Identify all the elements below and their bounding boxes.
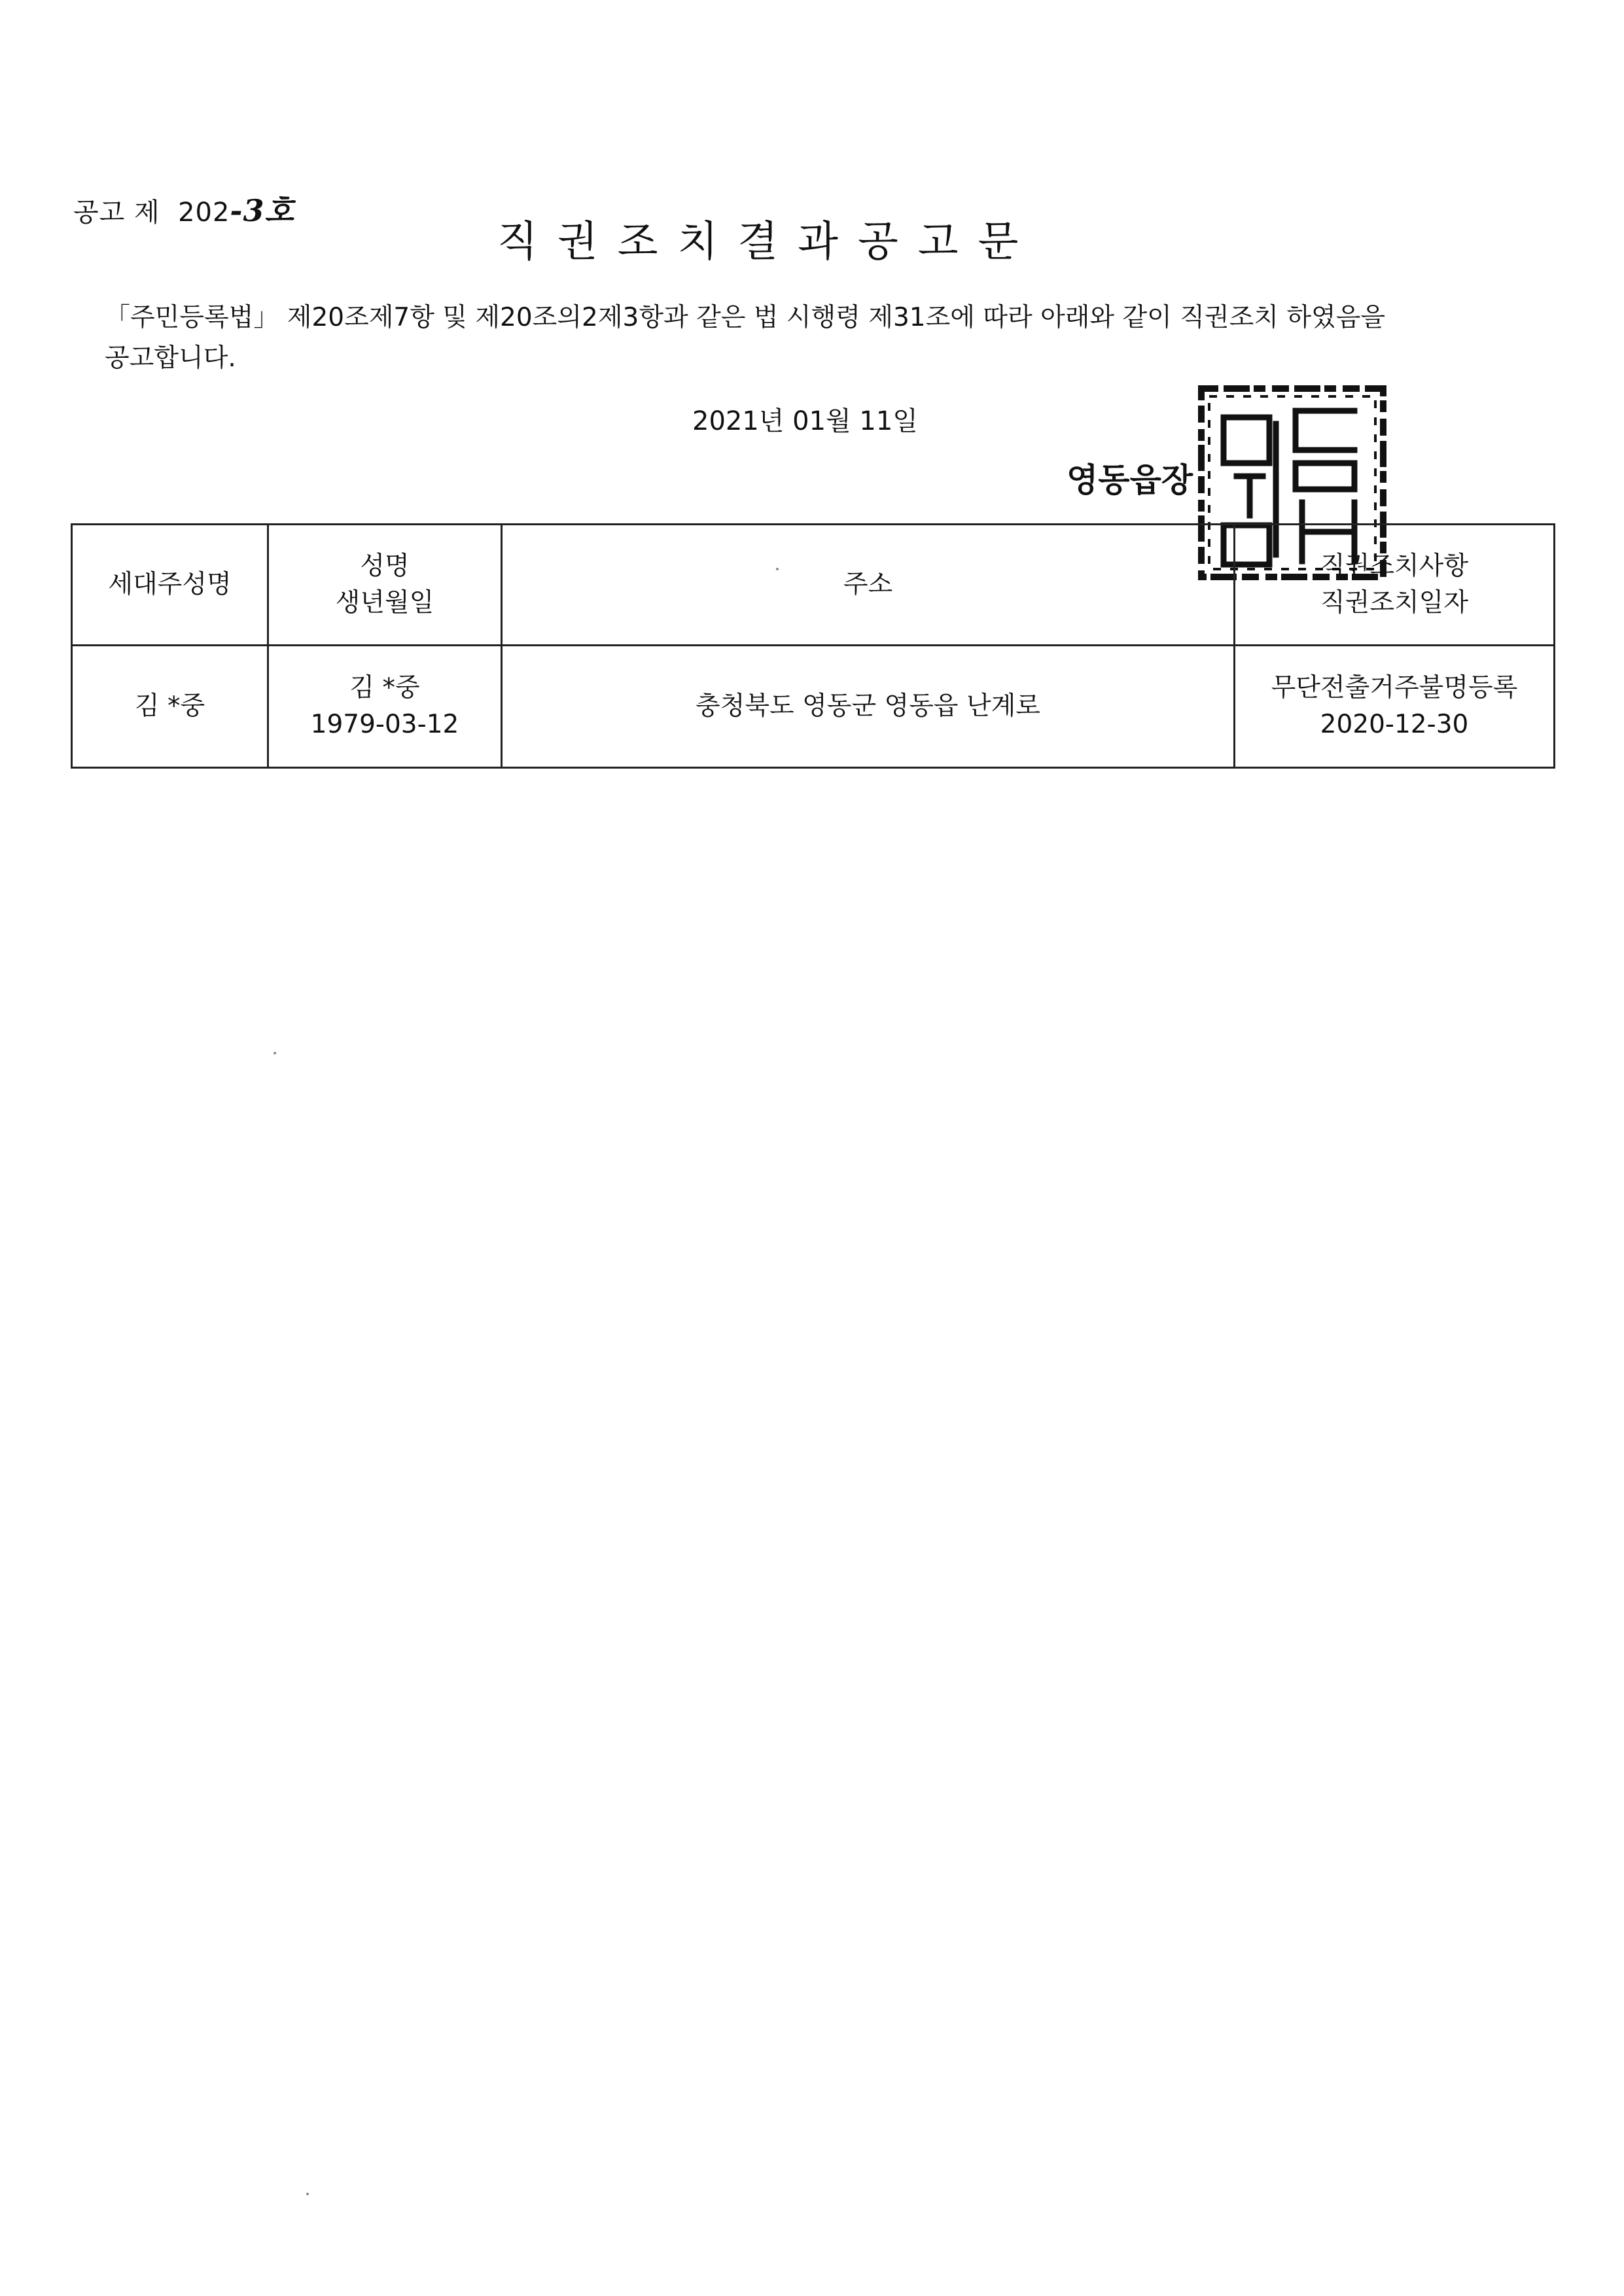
notice-date: 2021년 01월 11일 <box>692 406 918 436</box>
cell-name: 김 *중 <box>349 673 420 703</box>
document-title: 직권조치결과공고문 <box>497 218 1038 266</box>
notice-body-text: 「주민등록법」 제20조제7항 및 제20조의2제3항과 같은 법 시행령 제31조에 따라 아래와 같이 직권조치 하였음을 공고합니다. <box>105 303 1386 373</box>
notice-number-prefix: 공고 제 202 <box>73 198 230 228</box>
cell-action <box>1235 646 1555 768</box>
header-birth: 생년월일 <box>335 588 434 617</box>
cell-action-item: 무단전출거주불명등록 <box>1271 673 1518 703</box>
header-action <box>1235 525 1555 646</box>
header-action-item: 직권조치사항 <box>1320 551 1469 581</box>
header-name: 성명 <box>360 551 410 581</box>
result-table <box>71 523 1555 769</box>
signer-name: 영동읍장 <box>1067 461 1193 499</box>
header-address: 주소 <box>502 525 1235 646</box>
scan-speck <box>274 1052 276 1054</box>
table-row <box>72 646 1555 768</box>
cell-name-birth <box>268 646 502 768</box>
cell-birth: 1979-03-12 <box>310 710 459 739</box>
cell-address: 충청북도 영동군 영동읍 난계로 <box>502 646 1235 768</box>
notice-number <box>73 187 294 230</box>
notice-number-handwritten: -3호 <box>230 193 294 228</box>
header-householder: 세대주성명 <box>72 525 268 646</box>
header-name-birth <box>268 525 502 646</box>
header-action-date: 직권조치일자 <box>1320 588 1469 617</box>
scan-speck <box>776 568 779 570</box>
cell-action-date: 2020-12-30 <box>1320 710 1469 739</box>
table-header-row <box>72 525 1555 646</box>
cell-householder: 김 *중 <box>72 646 268 768</box>
scan-speck <box>306 2193 309 2195</box>
